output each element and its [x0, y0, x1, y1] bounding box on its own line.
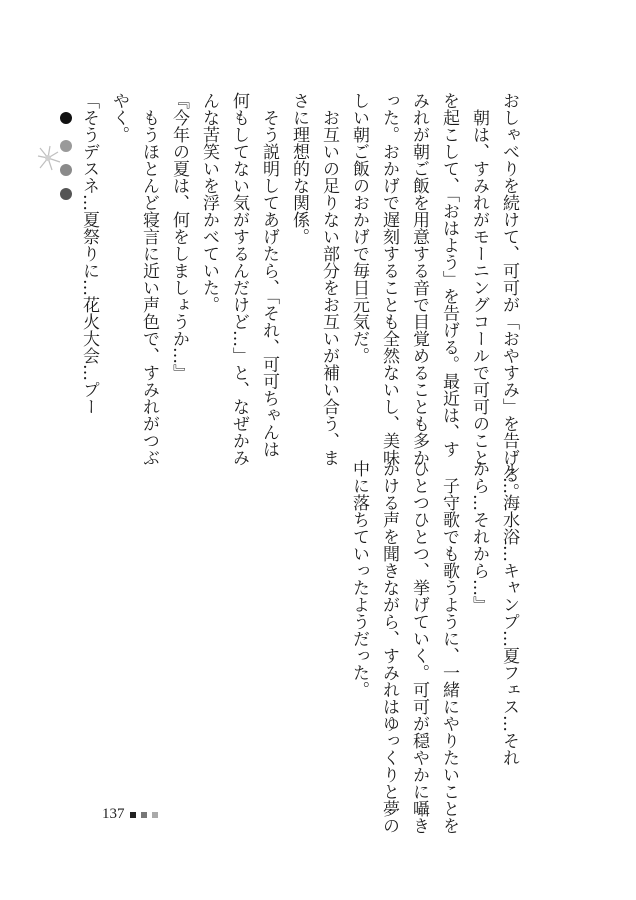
text-line: しい朝ご飯のおかげで毎日元気だ。 — [349, 92, 369, 364]
text-line: もうほとんど寝言に近い声色で、すみれがつぶ — [139, 92, 159, 466]
text-line: かける声を聞きながら、すみれはゆっくりと夢の — [379, 460, 399, 834]
page-folio — [102, 806, 158, 823]
text-line: んな苦笑いを浮かべていた。 — [199, 92, 219, 313]
dot-gray-icon — [60, 164, 72, 176]
text-block-upper — [79, 92, 524, 500]
text-block-lower — [349, 460, 524, 834]
text-line: やく。 — [109, 92, 129, 143]
text-line: ひとつひとつ、挙げていく。可可が穏やかに囁き — [409, 460, 429, 834]
dot-gray-icon — [60, 140, 72, 152]
text-line: みれが朝ご飯を用意する音で目覚めることも多か — [409, 92, 429, 466]
text-line: ル…海水浴…キャンプ…夏フェス…それ — [499, 460, 519, 766]
text-line: 何もしてない気がするんだけど…」と、なぜかみ — [229, 92, 249, 466]
page-number: 137 — [102, 806, 125, 822]
text-line: を起こして、「おはよう」を告げる。最近は、す — [439, 92, 459, 458]
square-mid-icon — [141, 812, 147, 818]
text-line: 子守歌でも歌うように、一緒にやりたいことを — [439, 460, 459, 834]
square-dark-icon — [130, 812, 136, 818]
dot-dark-icon — [60, 188, 72, 200]
text-line: さに理想的な関係。 — [289, 92, 309, 245]
sparkle-icon — [38, 146, 60, 170]
text-line: そう説明してあげたら、「それ、可可ちゃんは — [259, 92, 279, 458]
dot-black-icon — [60, 112, 72, 124]
text-line: 中に落ちていったようだった。 — [349, 460, 369, 698]
text-line: った。おかげで遅刻することも全然ないし、美味 — [379, 92, 399, 466]
text-line: お互いの足りない部分をお互いが補い合う、ま — [319, 92, 339, 466]
text-line: から…それから…』 — [469, 460, 489, 613]
text-line: 『今年の夏は、何をしましょうか…』 — [169, 92, 189, 381]
text-line: 「そうデスネ…夏祭りに…花火大会…プー — [79, 92, 99, 415]
text-line: おしゃべりを続けて、可可が「おやすみ」を告げる。 — [499, 92, 519, 500]
text-line: 朝は、すみれがモーニングコールで可可のこと — [469, 92, 489, 466]
square-light-icon — [152, 812, 158, 818]
